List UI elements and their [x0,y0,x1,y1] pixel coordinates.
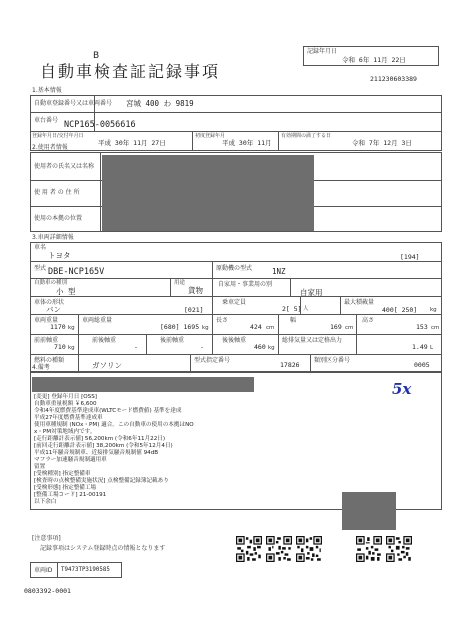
capacity-value: 2[ 5] [282,305,302,313]
redacted-user-info [102,155,314,231]
ff-axle-value: 710 [54,343,66,351]
capacity-unit: 人 [303,306,309,312]
ff-axle-label: 前前軸重 [34,337,59,344]
category-label: 類別区分番号 [314,357,351,364]
length-label: 長さ [216,317,229,324]
vehicle-id-value: T9473TP3190585 [61,567,110,573]
model-label: 型式 [34,265,47,272]
note-line: 留置 [34,464,46,470]
note-line: [整備工場コード] 21-00191 [34,492,107,498]
width-unit: cm [345,325,354,331]
expiry-label: 有効期間の満了する日 [281,133,332,139]
note-line: [受検種別] 指定整備車 [34,471,91,477]
first-year-label: 初度登録年月 [195,133,226,139]
vehicle-id-box [30,562,122,578]
vin-label: 車台番号 [34,117,59,124]
maker-label: 車名 [34,244,47,251]
qr-code-icon [356,536,382,562]
note-line: 使用車種規制 (NOx・PM) 適合。この自動車の使用の本拠はNO [34,422,194,428]
note-line: [前回走行距離計表示値] 38,200km (令和5年12月4日) [34,443,173,449]
rf-axle-label: 後前軸重 [160,337,185,344]
qr-code-icon [266,536,292,562]
vin-value: NCP165-0056616 [64,120,136,130]
first-year-value: 平成 30年 11月 [222,139,272,147]
width-label: 幅 [290,317,297,324]
attention-title: [注意事項] [32,535,61,542]
weight-unit: kg [68,325,75,331]
engine-label: 原動機の型式 [216,265,253,272]
first-reg-value: 平成 30年 11月 27日 [98,139,166,147]
height-value: 153 [416,323,428,331]
category-value: 0005 [414,361,430,369]
note-line: [検査時の点検整備実施状況] 点検整備記録簿記載あり [34,478,169,484]
note-line: 自動車重量税額 ￥6,600 [34,401,97,407]
private-value: 自家用 [300,288,323,297]
first-reg-label: 登録年月日/交付年月日 [32,133,84,139]
record-date-value: 令和 6年 11月 22日 [342,56,406,64]
displacement-label: 総排気量又は定格出力 [282,337,343,344]
ff-axle-unit: kg [68,345,75,351]
document-title: 自動車検査証記録事項 [40,62,221,81]
doc-number: 211230603389 [370,75,417,83]
length-unit: cm [266,325,275,331]
qr-code-icon [386,536,412,562]
user-base-label: 使用の本拠の位置 [34,215,83,222]
fuel-value: ガソリン [92,361,122,370]
note-line: 以下余白 [34,499,57,505]
vehicle-type-label: 自動車の種別 [34,280,68,286]
gross-weight-value: [680] 1695 [160,323,200,331]
use-value: 貨物 [188,286,203,295]
redacted-notes-header [32,377,254,392]
rr-axle-unit: kg [268,345,275,351]
section-user-title: 2.使用者情報 [32,144,68,151]
user-address-label: 使 用 者 の 住 所 [34,189,80,196]
weight-value: 1170 [50,323,66,331]
reg-number-label: 自動車登録番号又は車両番号 [34,100,113,107]
rr-axle-label: 後後軸重 [222,337,247,344]
max-load-label: 最大積載量 [344,299,375,306]
height-unit: cm [431,325,440,331]
form-letter: B [93,51,100,61]
vehicle-id-label: 車両ID [34,567,53,574]
user-name-label: 使用者の氏名又は名称 [34,163,95,170]
weight-label: 車両重量 [34,317,59,324]
note-line: [変更] 登録年月日 [OSS] [34,394,97,400]
fr-axle-label: 前後軸重 [92,337,117,344]
note-line: x・PM対策地域内です。 [34,429,96,435]
vehicle-type-value: 小 型 [56,287,76,296]
note-line: [受検形態] 指定整備工場 [34,485,97,491]
section-notes-title: 4.備考 [32,364,50,371]
displacement-value: 1.49 [412,343,428,351]
length-value: 424 [250,323,262,331]
max-load-value: 400[ 250] [382,306,418,314]
height-label: 高さ [362,317,375,324]
designation-value: 17826 [280,361,300,369]
qr-code-icon [236,536,262,562]
maker-code: [194] [400,253,420,261]
redacted-notes-corner [342,492,396,530]
model-value: DBE-NCP165V [48,267,105,277]
body-code: [021] [184,306,204,314]
attention-text: 記録事項はシステム登録時点の情報となります [40,545,166,552]
rf-axle-value: - [200,343,204,351]
note-line: 令和4年度燃費基準達成車(WLTCモード燃費値) 基準を達成 [34,408,182,414]
qr-code-icon [296,536,322,562]
record-date-label: 記録年月日 [307,48,338,55]
reg-number-value: 宮城 400 わ 9819 [126,99,194,108]
maker-value: トヨタ [48,251,71,260]
expiry-value: 令和 7年 12月 3日 [352,139,412,147]
capacity-label: 乗車定員 [222,299,247,306]
width-value: 169 [330,323,342,331]
section-basic-title: 1.基本情報 [32,87,62,94]
rr-axle-value: 460 [254,343,266,351]
serial-number: 0803392-0001 [24,587,71,595]
gross-weight-unit: kg [202,325,209,331]
record-date-box [303,46,439,66]
displacement-unit: L [430,345,434,351]
handwritten-mark: 5x [392,380,412,398]
note-line: マフラー加速騒音規制適用車 [34,457,107,463]
note-line: 平成11年騒音規制車、近接排気騒音規制値 94dB [34,450,159,456]
body-value: バン [46,305,61,314]
section-vehicle-title: 3.車両詳細情報 [32,234,74,241]
private-label: 自家用・事業用の別 [218,281,273,288]
note-line: [走行距離計表示値] 56,200km (令和6年11月22日) [34,436,166,442]
note-line: 平成27年度燃費基準達成車 [34,415,103,421]
engine-value: 1NZ [272,267,286,276]
gross-weight-label: 車両総重量 [82,317,113,324]
max-load-unit: kg [430,307,437,313]
fuel-label: 燃料の種類 [34,357,65,364]
use-label: 用途 [174,280,186,286]
body-label: 車体の形状 [34,299,65,306]
designation-label: 型式指定番号 [194,357,231,364]
fr-axle-value: - [134,343,138,351]
